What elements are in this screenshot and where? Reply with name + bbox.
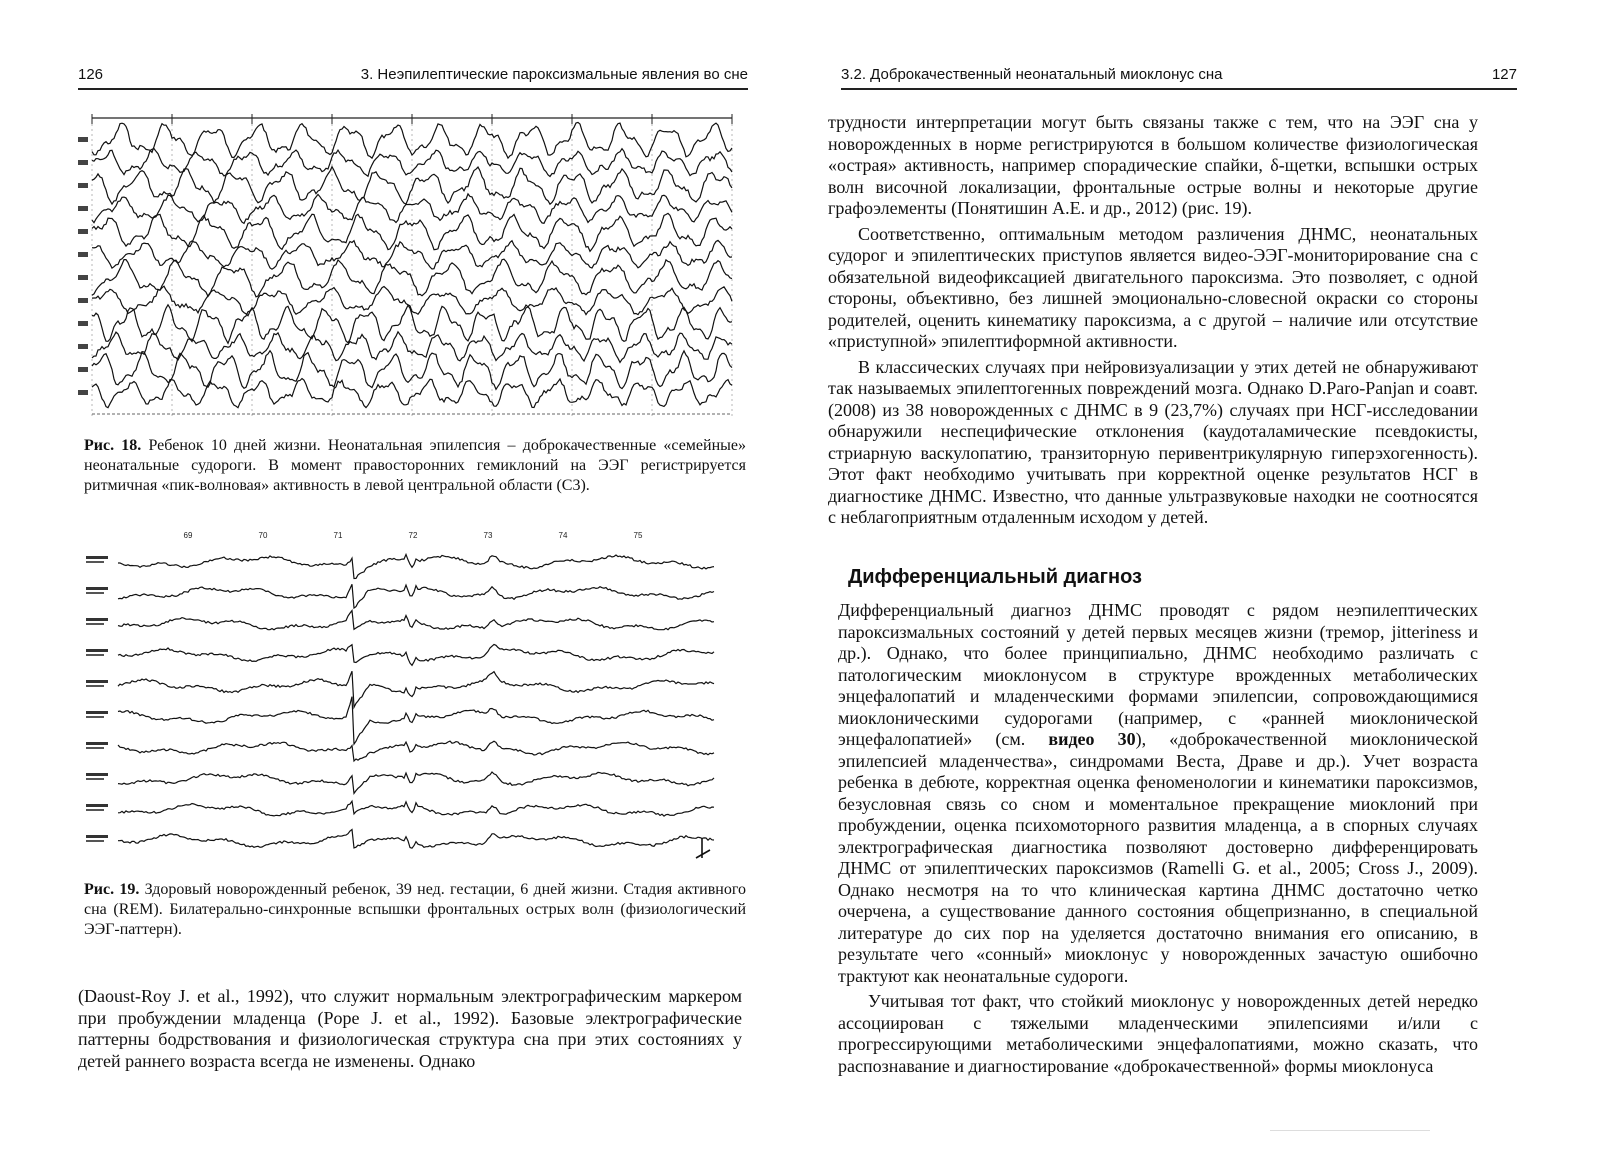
channel-label-mark [78, 344, 88, 349]
paragraph-part: Дифференциальный диагноз ДНМС проводят с рядом неэпилептических пароксизмальных состояний у детей первых месяцев жизни (тремор, jitteriness и др.). Однако, что более принципиально, ДНМС необходимо различать с патологическим миоклонусом в структуре врожденных метаболических энцефалопатий и младенческими формами эпилепсии, сопровождающимися миоклоническими судорогами (например, с «ранней миоклонической энцефалопатией» (см. [838, 600, 1478, 749]
running-title: 3.2. Доброкачественный неонатальный миоклонус сна [841, 66, 1223, 83]
channel-label-mark [86, 778, 104, 780]
running-header-right [841, 64, 1517, 90]
channel-label-mark [78, 183, 88, 188]
eeg-channel-trace [118, 555, 714, 579]
figure-19-caption [84, 880, 746, 940]
channel-label-mark [86, 680, 108, 683]
body-text-left [78, 986, 742, 1072]
channel-label-mark [86, 809, 104, 811]
eeg-trace-dense [78, 112, 740, 424]
figure-label: Рис. 18. [84, 437, 142, 454]
video-reference: видео 30 [1048, 729, 1136, 749]
channel-label-mark [86, 556, 108, 559]
channel-label-mark [86, 592, 104, 594]
paragraph: (Daoust-Roy J. et al., 1992), что служит нормальным электрографическим маркером при пробуждении младенца (Pope J. et al., 1992). Базовые электрографические паттерны бодрствования и физиологическая структура сна при этих состояниях у детей раннего возраста всегда не изменены. Однако [78, 986, 742, 1071]
channel-label-mark [86, 840, 104, 842]
channel-label-mark [78, 160, 88, 165]
channel-label-mark [78, 275, 88, 280]
eeg-channel-trace [92, 379, 732, 408]
eeg-channel-trace [118, 584, 714, 608]
channel-label-mark [78, 298, 88, 303]
body-text-right-top [828, 112, 1478, 529]
figure-18-eeg [78, 112, 740, 424]
figure-18-caption [84, 436, 746, 496]
caption-text: Ребенок 10 дней жизни. Неонатальная эпилепсия – доброкачественные «семейные» неонатальные судороги. В момент правосторонних гемиклоний на ЭЭГ регистрируется ритмичная «пик-волновая» активность в левой центральной области (С3). [84, 437, 746, 494]
time-label: 72 [408, 531, 418, 540]
channel-label-mark [86, 561, 104, 563]
channel-label-mark [86, 742, 108, 745]
channel-label-mark [86, 587, 108, 590]
time-label: 73 [483, 531, 493, 540]
eeg-trace-sparse [84, 526, 734, 866]
channel-label-mark [78, 390, 88, 395]
channel-label-mark [86, 711, 108, 714]
channel-label-mark [86, 747, 104, 749]
paragraph: Учитывая тот факт, что стойкий миоклонус у новорожденных детей нередко ассоциирован с тяжелыми младенческими эпилепсиями и/или с прогрессирующими метаболическими энцефалопатиями, можно сказать, что распознавание и диагностирование «доброкачественной» формы миоклонуса [838, 991, 1478, 1076]
figure-label: Рис. 19. [84, 881, 140, 898]
channel-label-mark [86, 623, 104, 625]
channel-label-mark [86, 773, 108, 776]
eeg-channel-trace [118, 644, 714, 665]
channel-label-mark [86, 654, 104, 656]
channel-label-mark [78, 252, 88, 257]
body-text-right-bottom [838, 600, 1478, 1077]
channel-label-mark [78, 229, 88, 234]
running-title: 3. Неэпилептические пароксизмальные явления во сне [360, 66, 748, 83]
channel-label-mark [78, 321, 88, 326]
time-label: 74 [558, 531, 568, 540]
time-label: 69 [183, 531, 193, 540]
eeg-channel-trace [118, 697, 714, 744]
channel-label-mark [78, 137, 88, 142]
eeg-channel-trace [118, 772, 714, 793]
paragraph [838, 600, 1478, 987]
time-label: 71 [333, 531, 343, 540]
channel-label-mark [86, 618, 108, 621]
channel-label-mark [86, 685, 104, 687]
channel-label-mark [86, 716, 104, 718]
running-header-left [78, 64, 748, 90]
eeg-channel-trace [118, 611, 714, 630]
page-number: 126 [78, 66, 104, 83]
eeg-channel-trace [118, 741, 714, 761]
channel-label-mark [78, 367, 88, 372]
section-heading: Дифференциальный диагноз [848, 566, 1142, 588]
time-label: 70 [258, 531, 268, 540]
eeg-channel-trace [118, 801, 714, 816]
channel-label-mark [86, 804, 108, 807]
paragraph: трудности интерпретации могут быть связаны также с тем, что на ЭЭГ сна у новорожденных в норме регистрируются в большом количестве физиологическая «острая» активность, например спорадические спайки, δ-щетки, вспышки острых волн височной локализации, фронтальные острые волны и некоторые другие графоэлементы (Понятишин А.Е. и др., 2012) (рис. 19). [828, 112, 1478, 218]
page-number: 127 [1491, 66, 1517, 83]
paragraph: Соответственно, оптимальным методом различения ДНМС, неонатальных судорог и эпилептических приступов является видео-ЭЭГ-мониторирование сна с обязательной видеофиксацией двигательного пароксизма. Это позволяет, с одной стороны, объективно, без лишней эмоционально-словесной окраски со стороны родителей, оценить кинематику пароксизма, а с другой – наличие или отсутствие «приступной» эпилептиформной активности. [828, 223, 1478, 351]
channel-label-mark [78, 206, 88, 211]
channel-label-mark [86, 649, 108, 652]
figure-19-eeg [84, 526, 734, 866]
eeg-channel-trace [118, 671, 714, 707]
scan-artifact [1270, 1130, 1430, 1131]
calibration-mark [696, 838, 710, 858]
paragraph: В классических случаях при нейровизуализации у этих детей не обнаруживают так называемых эпилептогенных повреждений мозга. Однако D.Paro-Panjan и соавт. (2008) из 38 новорожденных с ДНМС в 9 (23,7%) случаях при НСГ-исследовании обнаружили неспецифические отклонения (каудоталамические псевдокисты, стриарную васкулопатию, транзиторную перивентрикулярную гиперэхогенность). Этот факт необходимо учитывать при корректной оценке результатов НСГ в диагностике ДНМС. Известно, что данные ультразвуковые находки не соотносятся с неблагоприятным отдаленным исходом у детей. [828, 356, 1478, 527]
channel-label-mark [86, 835, 108, 838]
eeg-channel-trace [118, 830, 714, 849]
paragraph-part: ), «доброкачественной миоклонической эпилепсией младенчества», синдромами Веста, Драве и др.). Учет возраста ребенка в дебюте, корректная оценка феноменологии и кинематики пароксизмов, безусловная связь со сном и моментальное прекращение миоклоний при пробуждении, оценка психомоторного развития младенца, а в спорных случаях электрографическая диагностика позволяют достоверно дифференцировать ДНМС от эпилептических пароксизмов (Ramelli G. et al., 2005; Cross J., 2009). Однако несмотря на то что клиническая картина ДНМС достаточно четко очерчена, а существование данного состояния общепризнанно, в специальной литературе до сих пор на уделяется достаточно внимания его описанию, в результате чего «сонный» миоклонус у новорожденных зачастую ошибочно трактуют как неонатальные судороги. [838, 729, 1479, 986]
time-label: 75 [633, 531, 643, 540]
caption-text: Здоровый новорожденный ребенок, 39 нед. гестации, 6 дней жизни. Стадия активного сна (REM). Билатерально-синхронные вспышки фронтальных острых волн (физиологический ЭЭГ-паттерн). [84, 881, 747, 938]
